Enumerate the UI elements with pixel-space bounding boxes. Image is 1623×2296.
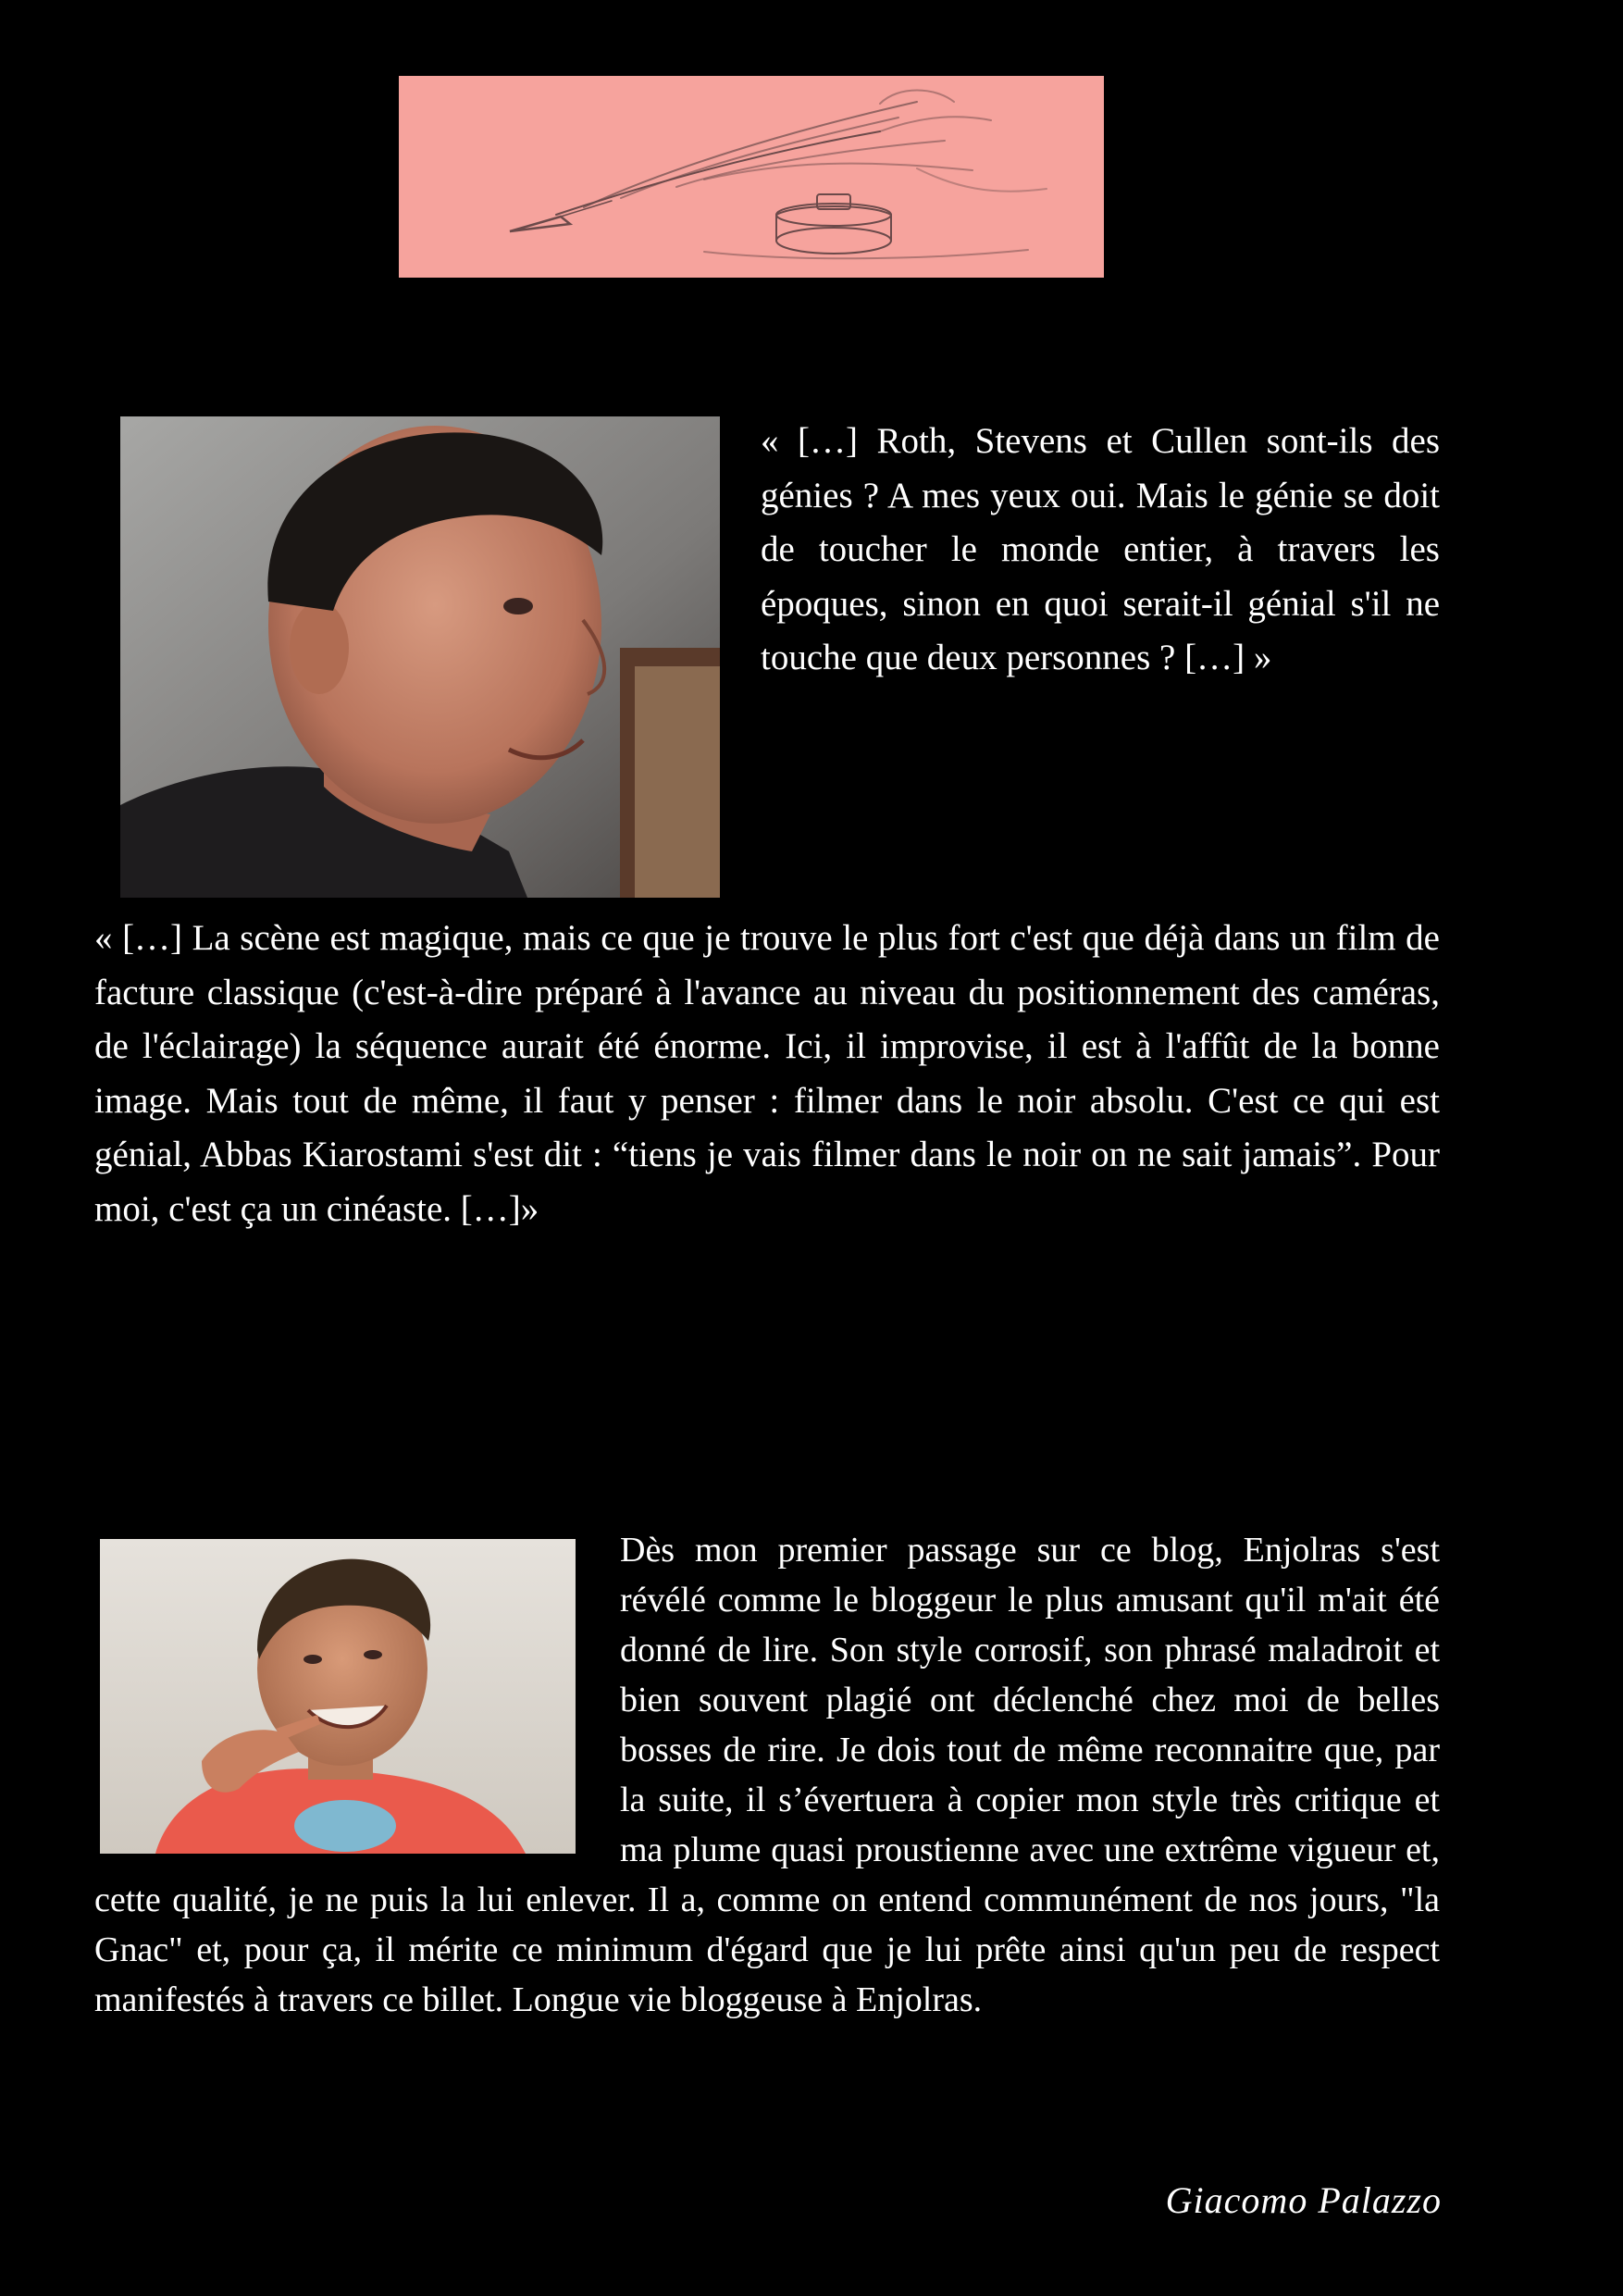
author-signature: Giacomo Palazzo xyxy=(1165,2179,1442,2221)
header-banner xyxy=(399,76,1104,278)
blog-tribute-text xyxy=(94,1525,1440,2025)
quill-inkwell-icon xyxy=(399,76,1104,278)
quote-long: « […] La scène est magique, mais ce que je trouve le plus fort c'est que déjà dans un film de facture classique (c'est-à-dire préparé à l'avance au niveau du positionnement des caméras, de l'éclairage) la séquence aurait été énorme. Ici, il improvise, il est à l'affût de la bonne image. Mais tout de même, il faut y penser : filmer dans le noir absolu. C'est ce qui est génial, Abbas Kiarostami s'est dit : “tiens je vais filmer dans le noir on ne sait jamais”. Pour moi, c'est ça un cinéaste. […]» xyxy=(94,918,1440,1229)
portrait-photo-1 xyxy=(120,416,720,898)
photo-float-spacer xyxy=(94,1525,620,1875)
blog-tribute-body: Dès mon premier passage sur ce blog, Enjolras s'est révélé comme le bloggeur le plus amusant qu'il m'ait été donné de lire. Son style corrosif, son phrasé maladroit et bien souvent plagié ont déclenché chez moi de belles bosses de rire. Je dois tout de même reconnaitre que, par la suite, il s’évertuera à copier mon style très critique et ma plume quasi proustienne avec une extrême vigueur et, cette qualité, je ne puis la lui enlever. Il a, comme on entend communément de nos jours, "la Gnac" et, pour ça, il mérite ce minimum d'égard que je lui prête ainsi qu'un peu de respect manifestés à travers ce billet. Longue vie bloggeuse à Enjolras. xyxy=(94,1531,1440,2019)
portrait-man-profile-icon xyxy=(120,416,720,898)
quote-short: « […] Roth, Stevens et Cullen sont-ils des génies ? A mes yeux oui. Mais le génie se doit de toucher le monde entier, à travers les époques, sinon en quoi serait-il génial s'il ne touche que deux personnes ? […] » xyxy=(761,421,1440,677)
